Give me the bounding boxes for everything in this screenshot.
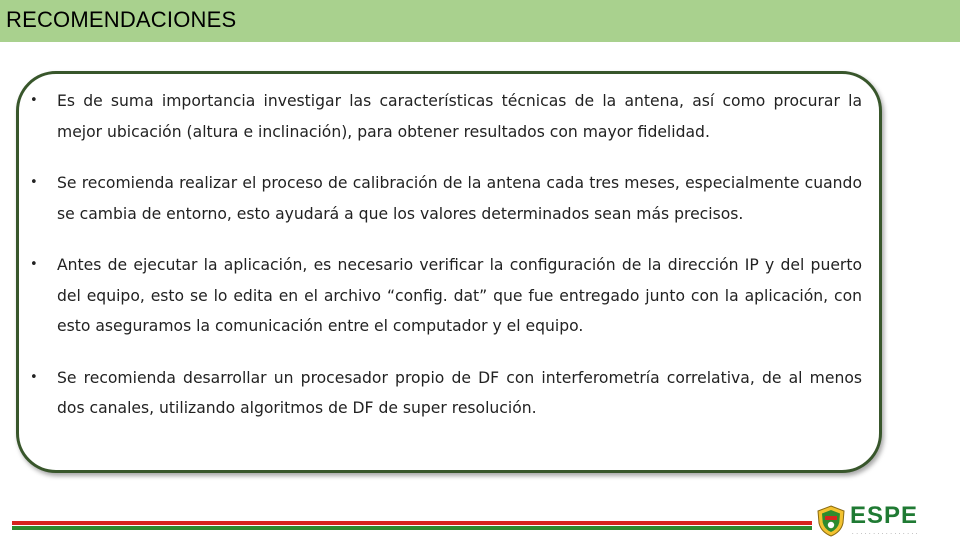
list-item — [30, 363, 862, 424]
title-bar — [0, 0, 960, 42]
list-item — [30, 250, 862, 342]
footer-stripe-green — [12, 526, 812, 530]
espe-tagline: · · · · · · · · · · · · · · · · — [852, 531, 919, 537]
bullet-icon: • — [30, 257, 38, 272]
list-item-text: Se recomienda realizar el proceso de calibración de la antena cada tres meses, especialmente cuando se cambia de entorno, esto ayudará a que los valores determinados sean más precisos. — [57, 174, 862, 223]
crest-icon — [816, 505, 846, 537]
espe-logo — [816, 503, 956, 539]
recommendations-list — [30, 86, 862, 445]
list-item — [30, 86, 862, 147]
espe-wordmark: ESPE — [850, 502, 919, 529]
list-item-text: Se recomienda desarrollar un procesador propio de DF con interferometría correlativa, de al menos dos canales, utilizando algoritmos de DF de super resolución. — [57, 368, 862, 417]
page-title: RECOMENDACIONES — [6, 7, 237, 32]
footer-stripe-red — [12, 521, 812, 525]
bullet-icon: • — [30, 175, 38, 190]
list-item-text: Antes de ejecutar la aplicación, es necesario verificar la configuración de la dirección IP y del puerto del equipo, esto se lo edita en el archivo “config. dat” que fue entregado junto con la aplicación, con esto aseguramos la comunicación entre el computador y el equipo. — [57, 256, 862, 335]
list-item-text: Es de suma importancia investigar las características técnicas de la antena, así como procurar la mejor ubicación (altura e inclinación), para obtener resultados con mayor fidelidad. — [57, 92, 862, 141]
bullet-icon: • — [30, 93, 38, 108]
bullet-icon: • — [30, 369, 38, 385]
list-item — [30, 168, 862, 229]
